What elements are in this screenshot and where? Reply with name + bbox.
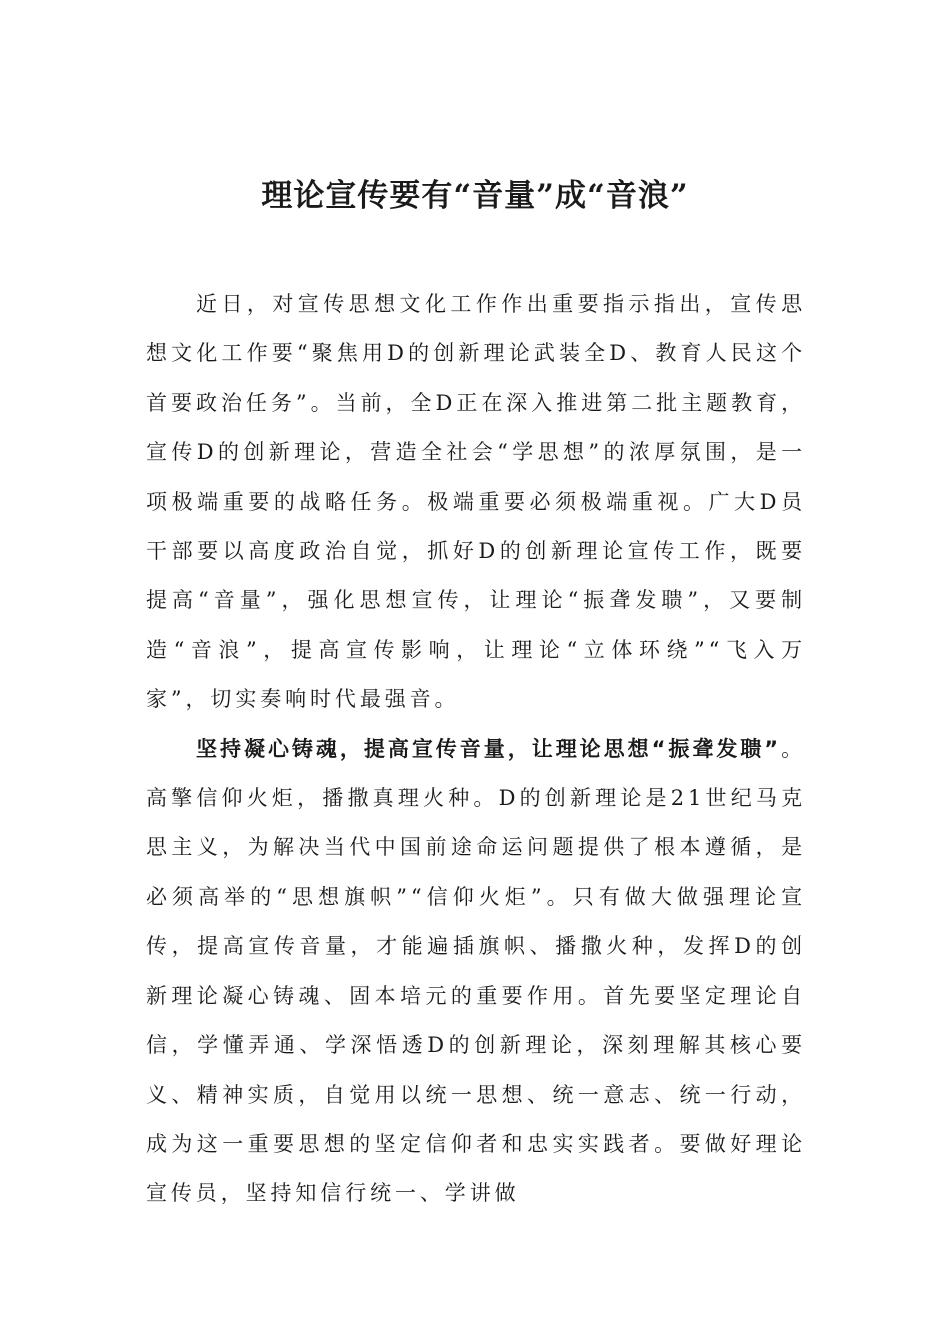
paragraph-2-lead: 坚持凝心铸魂，提高宣传音量，让理论思想“振聋发聩”: [196, 736, 781, 761]
paragraph-1-text: 近日，对宣传思想文化工作作出重要指示指出，宣传思想文化工作要“聚焦用D的创新理论武装全D、教育人民这个首要政治任务”。当前，全D正在深入推进第二批主题教育，宣传D的创新理论，营造全社会“学思想”的浓厚氛围，是一项极端重要的战略任务。极端重要必须极端重视。广大D员干部要以高度政治自觉，抓好D的创新理论宣传工作，既要提高“音量”，强化思想宣传，让理论“振聋发聩”，又要制造“音浪”，提高宣传影响，让理论“立体环绕”“飞入万家”，切实奏响时代最强音。: [146, 292, 806, 712]
document-body: [146, 280, 806, 1219]
paragraph-1: [146, 280, 806, 725]
paragraph-2: [146, 725, 806, 1219]
document-title: 理论宣传要有“音量”成“音浪”: [261, 178, 689, 214]
paragraph-2-text: 。高擎信仰火炬，播撒真理火种。D的创新理论是21世纪马克思主义，为解决当代中国前途命运问题提供了根本遵循，是必须高举的“思想旗帜”“信仰火炬”。只有做大做强理论宣传，提高宣传音量，才能遍插旗帜、播撒火种，发挥D的创新理论凝心铸魂、固本培元的重要作用。首先要坚定理论自信，学懂弄通、学深悟透D的创新理论，深刻理解其核心要义、精神实质，自觉用以统一思想、统一意志、统一行动，成为这一重要思想的坚定信仰者和忠实实践者。要做好理论宣传员，坚持知信行统一、学讲做: [146, 736, 806, 1206]
